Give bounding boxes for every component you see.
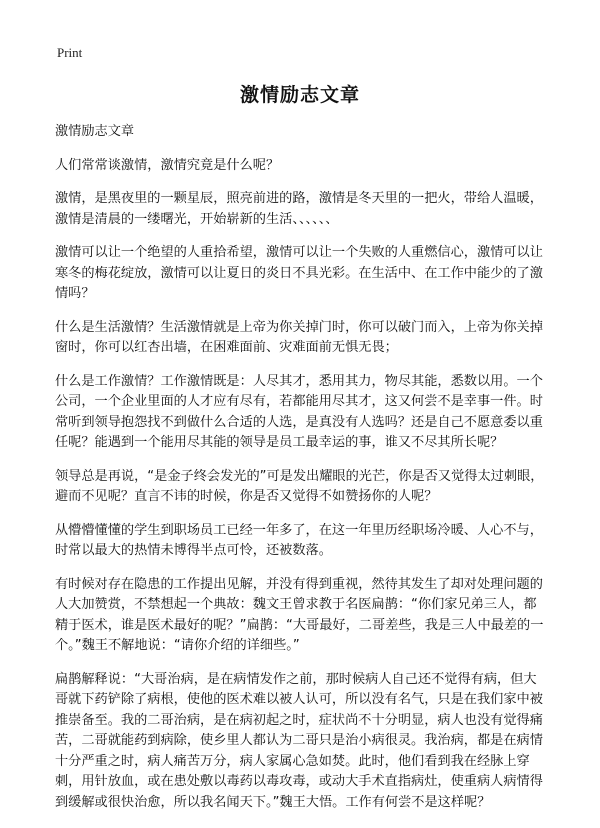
paragraph: 什么是工作激情？工作激情既是：人尽其才，悉用其力，物尽其能，悉数以用。一个公司，一个企业里面的人才应有尽有，若都能用尽其才，这又何尝不是幸事一件。时常听到领导抱怨找不到做什么合适的人选，是真没有人选吗？还是自己不愿意委以重任呢？能遇到一个能用尽其能的领导是员工最幸运的事，谁又不尽其所长呢？ <box>55 373 543 450</box>
paragraph: 激情，是黑夜里的一颗星辰，照亮前进的路，激情是冬天里的一把火，带给人温暖，激情是清晨的一缕曙光，开始崭新的生活、、、、、、 <box>55 191 543 227</box>
paragraph: 从懵懵懂懂的学生到职场员工已经一年多了，在这一年里历经职场冷暖、人心不与，时常以最大的热情未博得半点可怜，还被数落。 <box>55 522 543 558</box>
page-title: 激情励志文章 <box>239 84 360 106</box>
paragraph: 人们常常谈激情，激情究竟是什么呢？ <box>55 157 280 173</box>
paragraph: 有时候对存在隐患的工作提出见解，并没有得到重视，然待其发生了却对处理问题的人大加赞赏，不禁想起一个典故：魏文王曾求教于名医扁鹊：“你们家兄弟三人，都精于医术，谁是医术最好的呢？”扁鹊：“大哥最好，二哥差些，我是三人中最差的一个。”魏王不解地说：“请你介绍的详细些。” <box>55 576 544 653</box>
paragraph: 激情励志文章 <box>55 124 135 139</box>
article-body <box>55 122 547 826</box>
print-label: Print <box>57 45 83 60</box>
paragraph: 什么是生活激情？生活激情就是上帝为你关掉门时，你可以破门而入，上帝为你关掉窗时，你可以红杏出墙，在困难面前、灾难面前无惧无畏； <box>55 319 543 355</box>
paragraph: 激情可以让一个绝望的人重拾希望，激情可以让一个失败的人重燃信心，激情可以让寒冬的梅花绽放，激情可以让夏日的炎日不具光彩。在生活中、在工作中能少的了激情吗？ <box>55 245 543 301</box>
paragraph: 领导总是再说，“是金子终会发光的”可是发出耀眼的光芒，你是否又觉得太过刺眼，避而不见呢？直言不讳的时候，你是否又觉得不如赞扬你的人呢？ <box>55 468 544 504</box>
paragraph: 扁鹊解释说：“大哥治病，是在病情发作之前，那时候病人自己还不觉得有病，但大哥就下药铲除了病根，使他的医术难以被人认可，所以没有名气，只是在我们家中被推崇备至。我的二哥治病，是在病初起之时，症状尚不十分明显，病人也没有觉得痛苦，二哥就能药到病除，使乡里人都认为二哥只是治小病很灵。我治病，都是在病情十分严重之时，病人痛苦万分，病人家属心急如焚。此时，他们看到我在经脉上穿刺，用针放血，或在患处敷以毒药以毒攻毒，或动大手术直指病灶，使重病人病情得到缓解或很快治愈，所以我名闻天下。”魏王大悟。工作有何尝不是这样呢？ <box>55 671 543 810</box>
